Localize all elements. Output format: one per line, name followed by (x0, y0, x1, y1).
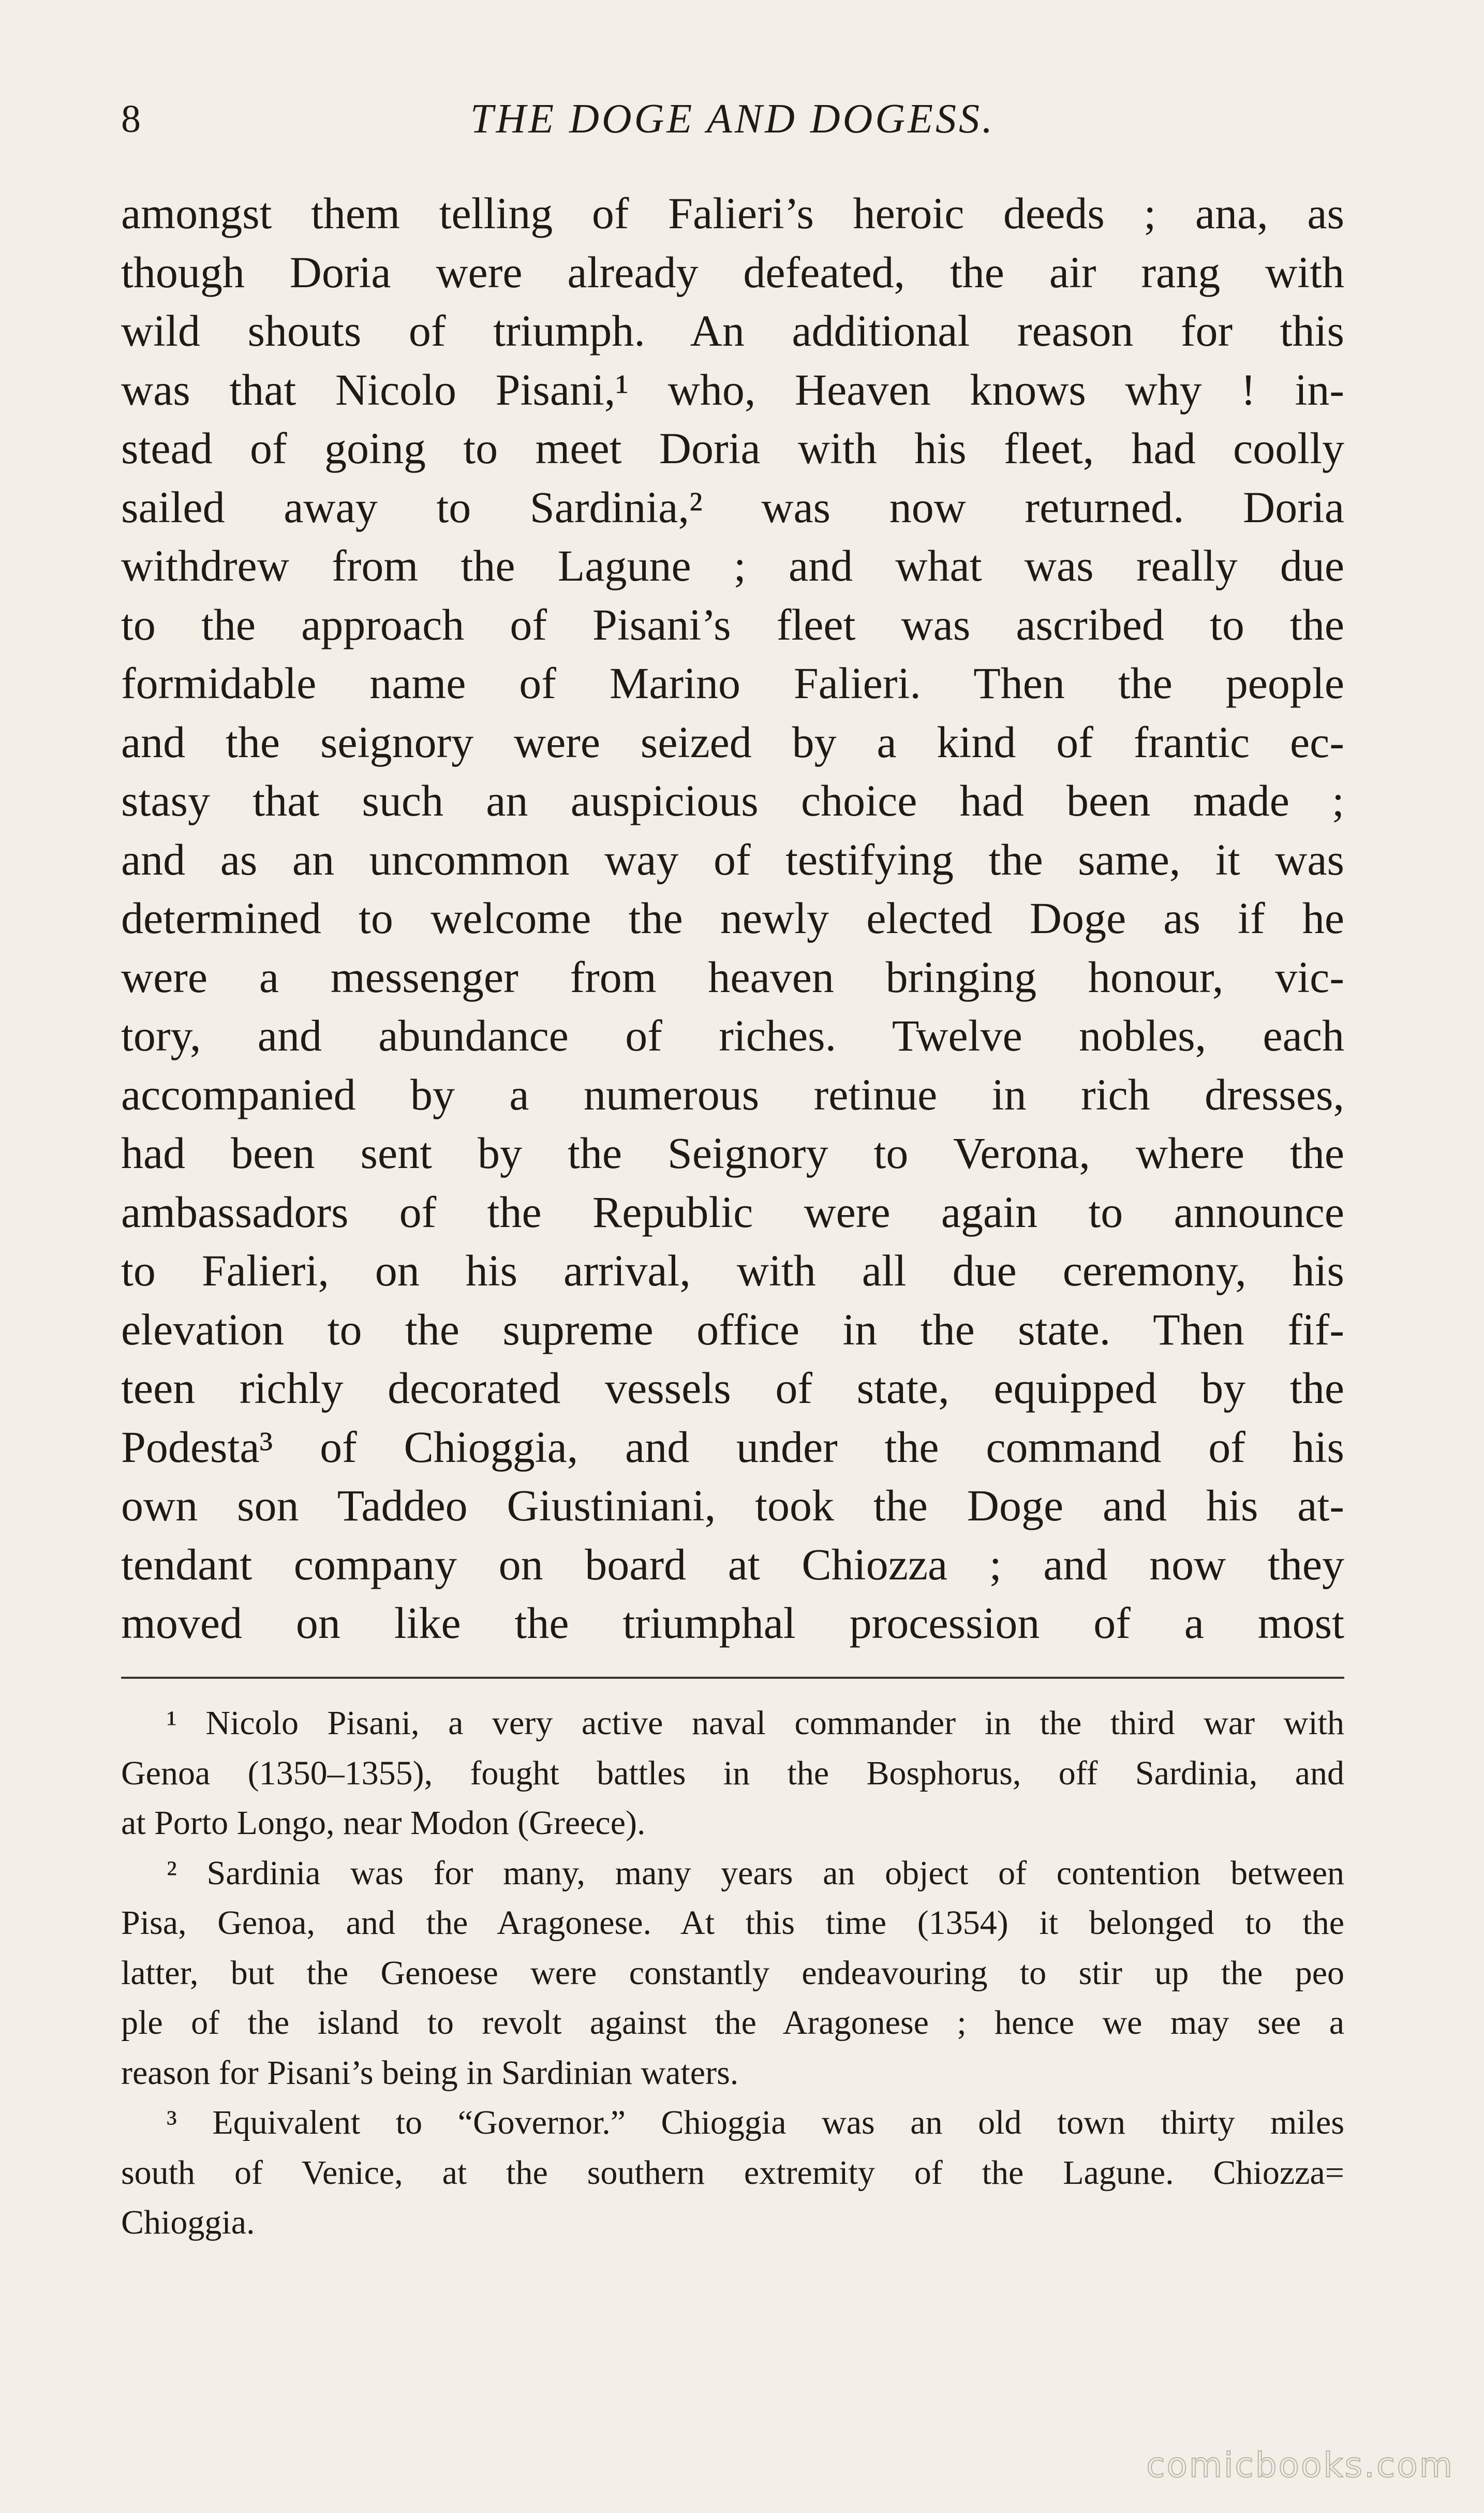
body-line: stasy that such an auspicious choice had been made ; (121, 776, 1344, 825)
body-line: was that Nicolo Pisani,¹ who, Heaven knows why ! in- (121, 364, 1344, 415)
body-line: accompanied by a numerous retinue in rich dresses, (121, 1069, 1344, 1119)
page-header (121, 88, 1344, 150)
footnote-1-line: at Porto Longo, near Modon (Greece). (121, 1804, 646, 1842)
body-line: own son Taddeo Giustiniani, took the Doge and his at- (121, 1481, 1344, 1530)
body-line: to the approach of Pisani’s fleet was ascribed to the (121, 599, 1344, 649)
footnotes (121, 1698, 1344, 2248)
body-line: and the seignory were seized by a kind of frantic ec- (121, 717, 1344, 767)
body-line: and as an uncommon way of testifying the same, it was (121, 834, 1344, 884)
page-number: 8 (121, 97, 141, 141)
footnote-2-line: ² Sardinia was for many, many years an object of contention between (167, 1854, 1344, 1892)
footnote-2-line: Pisa, Genoa, and the Aragonese. At this time (1354) it belonged to the (121, 1904, 1344, 1942)
body-line: determined to welcome the newly elected Doge as if he (121, 893, 1344, 943)
body-line: elevation to the supreme office in the state. Then fif- (121, 1304, 1344, 1354)
body-line: withdrew from the Lagune ; and what was really due (121, 541, 1344, 590)
footnote-3-line: Chioggia. (121, 2204, 255, 2241)
watermark-logo: comicbooks.com (1146, 2445, 1454, 2485)
footnote-1-line: Genoa (1350–1355), fought battles in the Bosphorus, off Sardinia, and (121, 1754, 1344, 1792)
body-text (121, 184, 1344, 1653)
body-line: ambassadors of the Republic were again to announce (121, 1187, 1344, 1237)
body-line: tendant company on board at Chiozza ; and now they (121, 1539, 1344, 1589)
footnote-rule (121, 1677, 1344, 1679)
running-title: THE DOGE AND DOGESS. (470, 96, 996, 142)
body-line: formidable name of Marino Falieri. Then the people (121, 658, 1344, 708)
body-line: sailed away to Sardinia,² was now returned. Doria (121, 482, 1344, 532)
body-line: stead of going to meet Doria with his fleet, had coolly (121, 423, 1344, 473)
footnote-2-line: reason for Pisani’s being in Sardinian waters. (121, 2053, 739, 2092)
body-line: had been sent by the Seignory to Verona, where the (121, 1128, 1344, 1178)
body-line: tory, and abundance of riches. Twelve nobles, each (121, 1011, 1344, 1060)
footnote-3-line: south of Venice, at the southern extremity of the Lagune. Chiozza= (121, 2153, 1344, 2192)
body-line: though Doria were already defeated, the air rang with (121, 247, 1344, 297)
footnote-2-line: latter, but the Genoese were constantly endeavouring to stir up the peo (121, 1954, 1344, 1992)
body-line: teen richly decorated vessels of state, equipped by the (121, 1363, 1344, 1413)
footnote-2-line: ple of the island to revolt against the Aragonese ; hence we may see a (121, 2004, 1344, 2042)
body-line: wild shouts of triumph. An additional reason for this (121, 306, 1344, 356)
body-line: Podesta³ of Chioggia, and under the command of his (121, 1422, 1344, 1472)
footnote-1-line: ¹ Nicolo Pisani, a very active naval commander in the third war with (167, 1704, 1344, 1742)
body-line: were a messenger from heaven bringing honour, vic- (121, 952, 1344, 1002)
footnote-3-line: ³ Equivalent to “Governor.” Chioggia was an old town thirty miles (167, 2104, 1344, 2141)
body-line: moved on like the triumphal procession of a most (121, 1598, 1344, 1648)
body-line: amongst them telling of Falieri’s heroic deeds ; ana, as (121, 188, 1344, 238)
body-line: to Falieri, on his arrival, with all due ceremony, his (121, 1246, 1344, 1295)
